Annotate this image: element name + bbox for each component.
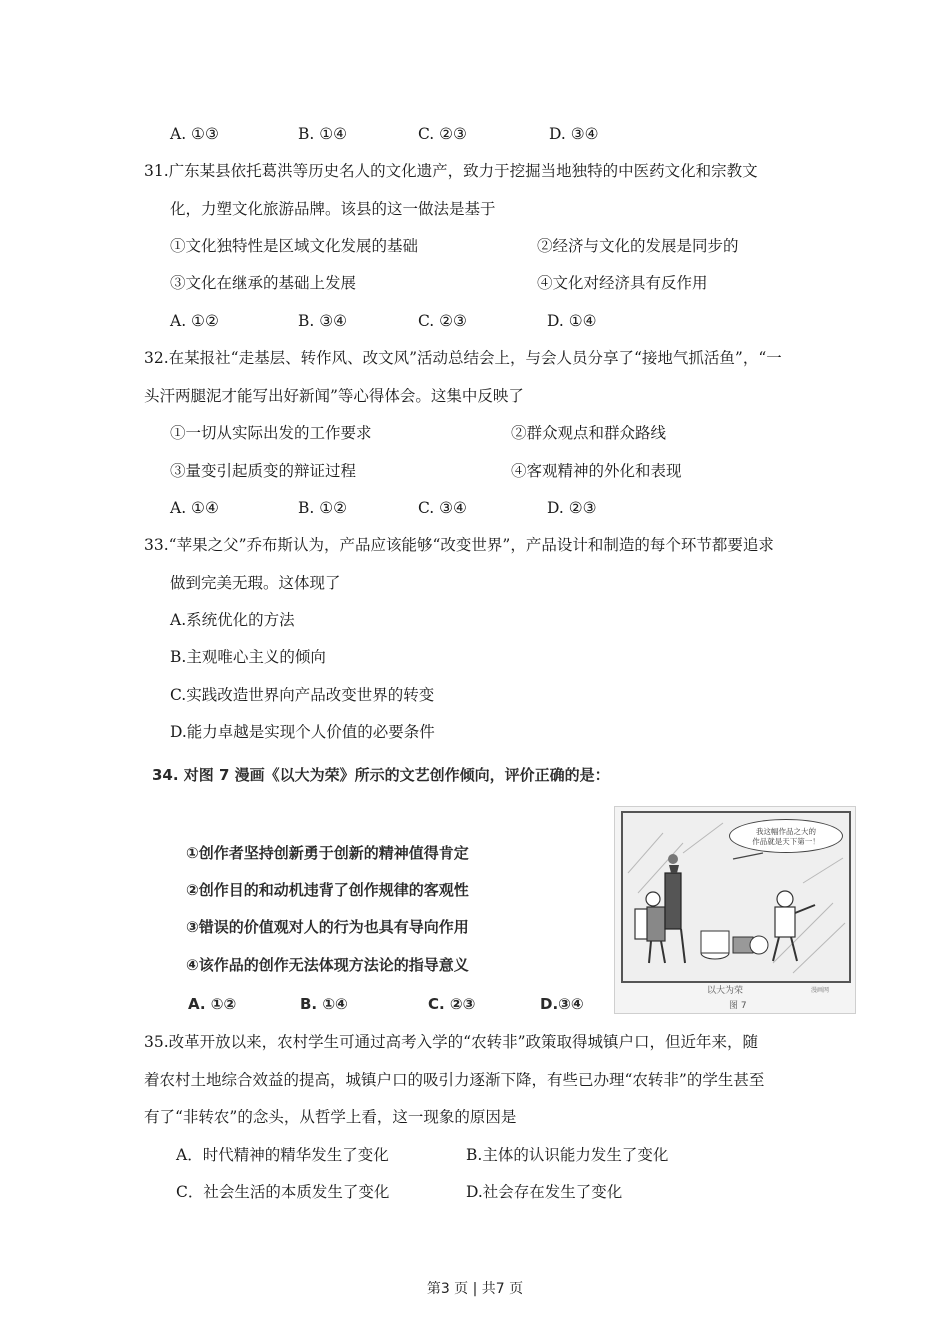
q31-option-c: C. ②③: [418, 312, 467, 330]
cartoon-caption: 以大为荣: [707, 986, 744, 996]
q33-stem-line1: 33.“苹果之父”乔布斯认为，产品应该能够“改变世界”，产品设计和制造的每个环节都要追求: [144, 536, 774, 554]
q35-stem-line1: 35.改革开放以来，农村学生可通过高考入学的“农转非”政策取得城镇户口，但近年来，随: [144, 1033, 759, 1051]
q34-statement-1: ①创作者坚持创新勇于创新的精神值得肯定: [186, 844, 469, 862]
q35-stem-line3: 有了“非转农”的念头，从哲学上看，这一现象的原因是: [144, 1108, 517, 1126]
q32-stem-line1: 32.在某报社“走基层、转作风、改文风”活动总结会上，与会人员分享了“接地气抓活鱼”，“一: [144, 349, 782, 367]
q32-stem-line2: 头汗两腿泥才能写出好新闻”等心得体会。这集中反映了: [144, 387, 524, 405]
q31-option-d: D. ①④: [547, 312, 597, 330]
q33-option-b: B.主观唯心主义的倾向: [170, 648, 326, 666]
q32-option-a: A. ①④: [170, 499, 219, 517]
q30-option-c: C. ②③: [418, 125, 467, 143]
q33-stem-line2: 做到完美无瑕。这体现了: [170, 574, 341, 592]
q35-option-c: C．社会生活的本质发生了变化: [176, 1183, 390, 1201]
q30-option-b: B. ①④: [298, 125, 348, 143]
q34-statement-4: ④该作品的创作无法体现方法论的指导意义: [186, 956, 469, 974]
cartoon-figure: [614, 806, 856, 1014]
q32-statement-2: ②群众观点和群众路线: [511, 424, 667, 442]
q31-statement-2: ②经济与文化的发展是同步的: [537, 237, 739, 255]
q33-option-a: A.系统优化的方法: [170, 611, 295, 629]
q34-option-b: B. ①④: [300, 995, 348, 1013]
q34-statement-2: ②创作目的和动机违背了创作规律的客观性: [186, 881, 469, 899]
q32-statement-4: ④客观精神的外化和表现: [511, 462, 682, 480]
q35-option-b: B.主体的认识能力发生了变化: [466, 1146, 669, 1164]
cartoon-panel: [621, 811, 851, 983]
q33-option-d: D.能力卓越是实现个人价值的必要条件: [170, 723, 435, 741]
q31-statement-3: ③文化在继承的基础上发展: [170, 274, 357, 292]
cartoon-figure-label: 图 7: [729, 1001, 747, 1011]
q34-stem: 34. 对图 7 漫画《以大为荣》所示的文艺创作倾向，评价正确的是：: [152, 766, 610, 784]
q30-option-a: A. ①③: [170, 125, 219, 143]
cartoon-drawing: [623, 813, 849, 981]
q33-option-c: C.实践改造世界向产品改变世界的转变: [170, 686, 435, 704]
q32-statement-3: ③量变引起质变的辩证过程: [170, 462, 357, 480]
q31-statement-4: ④文化对经济具有反作用: [537, 274, 708, 292]
q35-stem-line2: 着农村土地综合效益的提高，城镇户口的吸引力逐渐下降，有些已办理“农转非”的学生甚至: [144, 1071, 765, 1089]
q32-option-d: D. ②③: [547, 499, 597, 517]
q31-stem-line2: 化，力塑文化旅游品牌。该县的这一做法是基于: [170, 200, 496, 218]
q31-option-b: B. ③④: [298, 312, 348, 330]
q32-option-b: B. ①②: [298, 499, 348, 517]
q34-option-a: A. ①②: [188, 995, 237, 1013]
q35-option-a: A．时代精神的精华发生了变化: [176, 1146, 389, 1164]
q32-option-c: C. ③④: [418, 499, 467, 517]
q31-stem-line1: 31.广东某县依托葛洪等历史名人的文化遗产，致力于挖掘当地独特的中医药文化和宗教文: [144, 162, 758, 180]
q32-statement-1: ①一切从实际出发的工作要求: [170, 424, 372, 442]
q34-option-c: C. ②③: [428, 995, 476, 1013]
q30-option-d: D. ③④: [549, 125, 599, 143]
q35-option-d: D.社会存在发生了变化: [466, 1183, 623, 1201]
cartoon-watermark: 漫画网: [811, 987, 830, 994]
q31-option-a: A. ①②: [170, 312, 219, 330]
q34-statement-3: ③错误的价值观对人的行为也具有导向作用: [186, 918, 469, 936]
page-footer: 第3 页 | 共7 页: [426, 1281, 524, 1297]
q31-statement-1: ①文化独特性是区域文化发展的基础: [170, 237, 419, 255]
q34-option-d: D.③④: [540, 995, 584, 1013]
cartoon-speech-bubble: 我这幅作品之大的 作品就是天下第一！: [729, 819, 843, 853]
